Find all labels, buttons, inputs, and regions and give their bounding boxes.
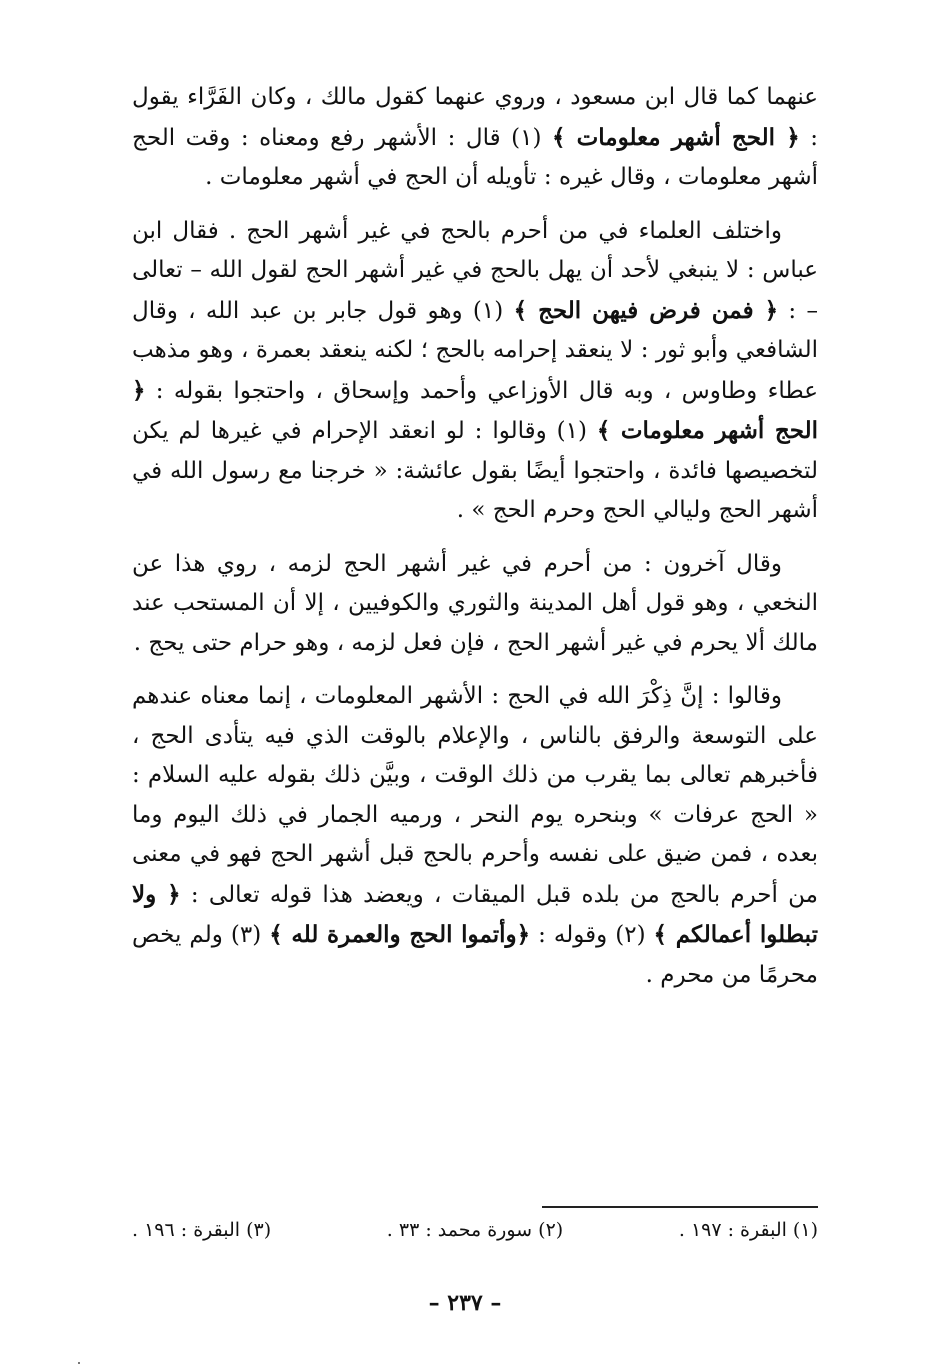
text-segment: وقال آخرون : من أحرم في غير أشهر الحج لزمه ، روي هذا عن النخعي ، وهو قول أهل المدينة والثوري والكوفيين ، إلا أن المستحب عند مالك ألا يحرم في غير أشهر الحج ، فإن فعل لزمه ، وهو حرام حتى يحج . — [132, 550, 818, 656]
text-segment: وقالوا : إنَّ ذِكْرَ الله في الحج : الأشهر المعلومات ، إنما معناه عندهم على التوسعة والرفق بالناس ، والإعلام بالوقت الذي فيه يتأدى الحج ، فأخبرهم تعالى بما يقرب من ذلك الوقت ، وبيَّن ذلك بقوله عليه السلام : « الحج عرفات » وبنحره يوم النحر ، ورميه الجمار في ذلك اليوم وما بعده ، فمن ضيق على نفسه وأحرم بالحج قبل أشهر الحج فهو في معنى من أحرم بالحج من بلده قبل الميقات ، ويعضد هذا قوله تعالى : — [132, 683, 818, 908]
paragraph-4 — [132, 677, 818, 995]
main-text — [132, 78, 818, 1009]
text-segment: واختلف العلماء في من أحرم بالحج في غير أشهر الحج . فقال ابن عباس : لا ينبغي لأحد أن يهل بالحج في غير أشهر الحج لقول الله – تعالى – : — [132, 217, 819, 324]
quran-quote: ﴿ الحج أشهر معلومات ﴾ — [551, 123, 800, 151]
text-segment: (١) وقالوا : لو انعقد الإحرام في غيرها لم يكن لتخصيصها فائدة ، واحتجوا أيضًا بقول عائشة: « خرجنا مع رسول الله في أشهر الحج وليالي الحج وحرم الحج » . — [132, 418, 818, 523]
text-segment: (٣) ولم يخص محرمًا من محرم . — [132, 922, 818, 988]
quran-quote: ﴿ الحج أشهر معلومات ﴾ — [132, 376, 818, 444]
text-segment: (١) وهو قول جابر بن عبد الله ، وقال الشافعي وأبو ثور : لا ينعقد إحرامه بالحج ؛ لكنه ينعقد بعمرة ، وهو مذهب عطاء وطاوس ، وبه قال الأوزاعي وأحمد وإسحاق ، واحتجوا بقوله : — [132, 297, 818, 404]
quran-quote: ﴿ فمن فرض فيهن الحج ﴾ — [513, 296, 779, 324]
quran-quote: ﴿وأتموا الحج والعمرة لله ﴾ — [269, 921, 531, 948]
paragraph-1 — [132, 78, 818, 198]
text-segment: (١) قال : الأشهر رفع ومعناه : وقت الحج أشهر معلومات ، وقال غيره : تأويله أن الحج في أشهر معلومات . — [132, 124, 818, 190]
text-segment: (٢) وقوله : — [530, 922, 654, 948]
scan-speck — [78, 1362, 80, 1364]
footnote-1: (١) البقرة : ١٩٧ . — [678, 1219, 818, 1241]
footnote-3: (٣) البقرة : ١٩٦ . — [132, 1219, 272, 1241]
footnote-divider — [542, 1206, 818, 1208]
paragraph-2 — [132, 212, 818, 531]
page-number: – ٢٣٧ – — [428, 1290, 502, 1316]
quran-quote: ﴿ ولا تبطلوا أعمالكم ﴾ — [132, 880, 818, 948]
paragraph-3 — [132, 545, 818, 664]
footnote-2: (٢) سورة محمد : ٣٣ . — [386, 1219, 564, 1241]
text-segment: عنهما كما قال ابن مسعود ، وروي عنهما كقول مالك ، وكان الفَرَّاء يقول : — [132, 84, 819, 151]
footnotes — [132, 1216, 818, 1244]
